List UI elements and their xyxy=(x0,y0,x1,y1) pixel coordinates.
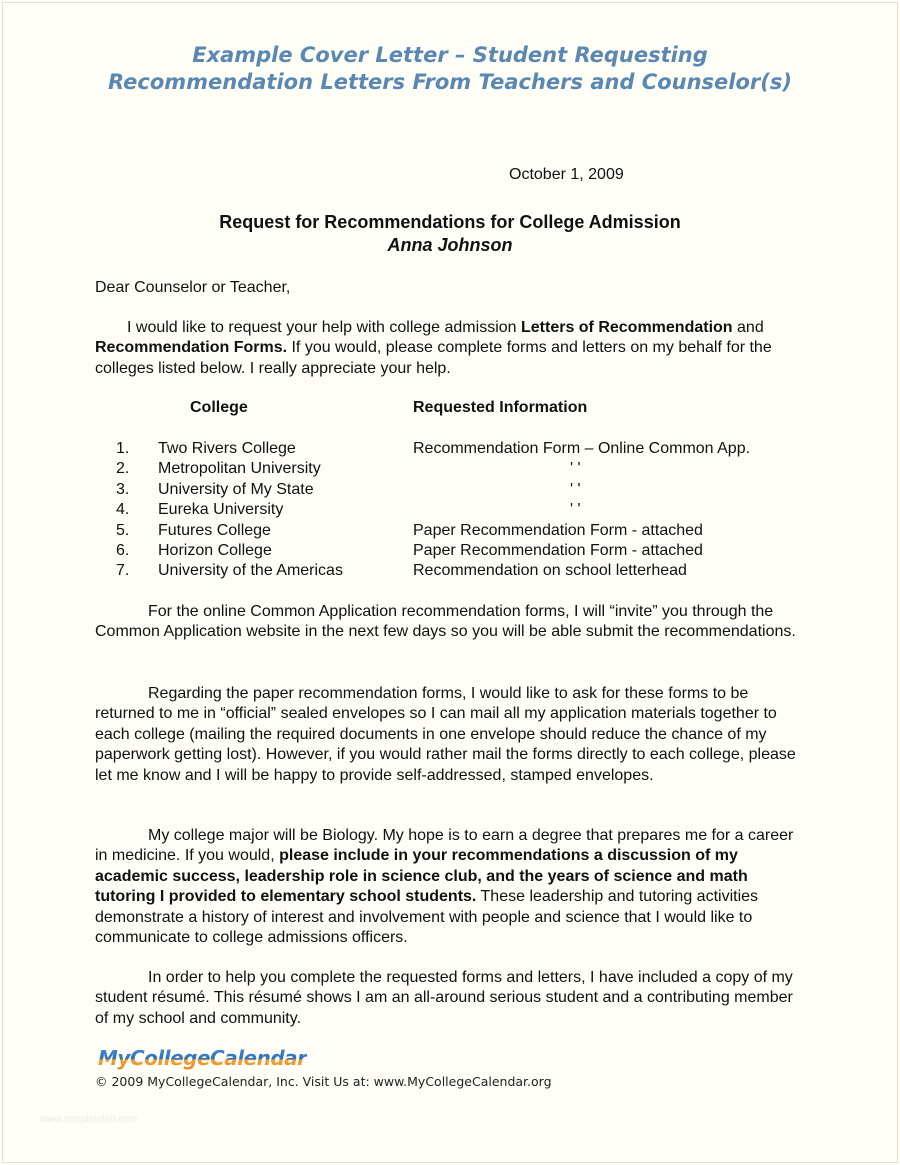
intro-text-3: If you would, please complete forms and letters on my behalf for the colleges listed below. I really appreciate your help. xyxy=(95,339,772,377)
list-item xyxy=(0,561,900,581)
mycollegecalendar-logo: MyCollegeCalendar xyxy=(98,1046,307,1070)
list-item xyxy=(0,541,900,561)
subject-title: Request for Recommendations for College Admission xyxy=(219,212,681,232)
list-item xyxy=(0,500,900,520)
college-name: University of My State xyxy=(158,480,314,498)
college-name: University of the Americas xyxy=(158,562,343,580)
requested-info: Recommendation Form – Online Common App. xyxy=(413,440,751,457)
item-number: 7. xyxy=(116,562,130,580)
list-item xyxy=(0,439,900,459)
online-forms-paragraph xyxy=(95,602,805,643)
item-number: 2. xyxy=(116,460,130,478)
item-number: 5. xyxy=(116,521,130,539)
college-name: Futures College xyxy=(158,521,271,539)
list-item xyxy=(0,459,900,479)
requested-info-column-header: Requested Information xyxy=(413,399,588,416)
title-line-2: Recommendation Letters From Teachers and Counselor(s) xyxy=(108,70,792,94)
student-name: Anna Johnson xyxy=(387,235,513,255)
resume-paragraph xyxy=(95,968,805,1029)
intro-text-2: and xyxy=(732,319,764,336)
requested-info: Recommendation on school letterhead xyxy=(413,562,687,580)
item-number: 4. xyxy=(116,501,130,519)
requested-info: ' ' xyxy=(570,501,581,519)
college-name: Horizon College xyxy=(158,541,272,559)
list-item xyxy=(0,521,900,541)
college-list xyxy=(0,439,900,582)
title-line-1: Example Cover Letter – Student Requesting xyxy=(192,43,708,67)
major-paragraph xyxy=(95,826,805,948)
item-number: 6. xyxy=(116,541,130,559)
intro-paragraph xyxy=(95,318,805,379)
item-number: 3. xyxy=(116,480,130,498)
major-text-1: My college major will be Biology. My hope is to earn a degree that prepares me for a career in medicine. If you would, xyxy=(95,827,794,865)
requested-info: Paper Recommendation Form - attached xyxy=(413,541,703,559)
requested-info: Paper Recommendation Form - attached xyxy=(413,521,703,539)
major-text-2: These leadership and tutoring activities demonstrate a history of interest and involvement with people and science that I would like to communicate to college admissions officers. xyxy=(95,888,759,947)
paper-forms-paragraph xyxy=(95,684,805,786)
requested-info: ' ' xyxy=(570,480,581,498)
item-number: 1. xyxy=(116,440,130,457)
salutation: Dear Counselor or Teacher, xyxy=(95,279,291,296)
watermark: www.templatelab.com xyxy=(40,1114,138,1125)
letter-subject xyxy=(0,211,900,257)
college-name: Eureka University xyxy=(158,501,284,519)
list-item xyxy=(0,480,900,500)
college-column-header: College xyxy=(190,399,248,416)
college-name: Metropolitan University xyxy=(158,460,321,478)
college-name: Two Rivers College xyxy=(158,440,296,457)
paper-forms-text: Regarding the paper recommendation forms, I would like to ask for these forms to be returned to me in “official” sealed envelopes so I can mail all my application materials together to each college (mailing the required documents in one envelope should reduce the chance of my paperwork getting lost). However, if you would rather mail the forms directly to each college, please let me know and I will be happy to provide self-addressed, stamped envelopes. xyxy=(95,685,796,784)
copyright-footer: © 2009 MyCollegeCalendar, Inc. Visit Us at: www.MyCollegeCalendar.org xyxy=(95,1074,552,1089)
online-forms-text: For the online Common Application recommendation forms, I will “invite” you through the Common Application website in the next few days so you will be able submit the recommendations. xyxy=(95,603,796,641)
requested-info: ' ' xyxy=(570,460,581,478)
intro-bold-2: Recommendation Forms. xyxy=(95,339,288,357)
document-title xyxy=(0,42,900,96)
intro-text-1: I would like to request your help with college admission xyxy=(127,319,521,336)
major-bold-text: please include in your recommendations a discussion of my academic success, leadership role in science club, and the years of science and math tutoring I provided to elementary school students. xyxy=(95,847,748,906)
resume-text: In order to help you complete the requested forms and letters, I have included a copy of my student résumé. This résumé shows I am an all-around serious student and a contributing member of my school and community. xyxy=(95,969,793,1027)
letter-date: October 1, 2009 xyxy=(509,166,624,183)
intro-bold-1: Letters of Recommendation xyxy=(520,319,733,336)
